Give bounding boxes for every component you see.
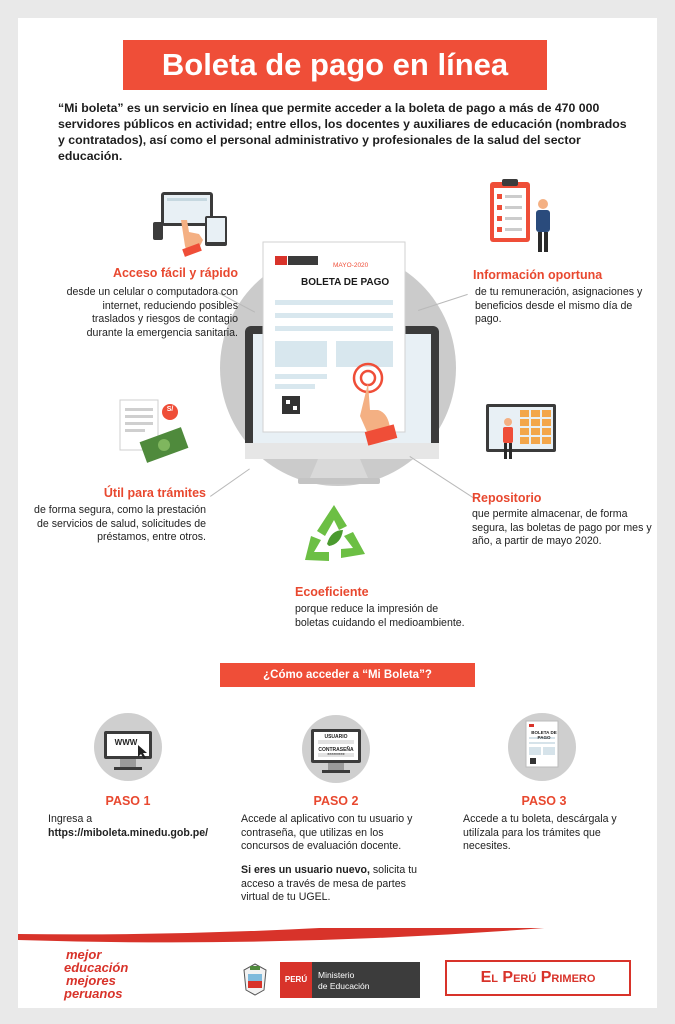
document-line (275, 384, 315, 389)
step2-label: PASO 2 (313, 794, 359, 808)
document-line (275, 374, 327, 379)
slogan-logo (66, 948, 146, 1000)
step2-new-user-text: solicita tu acceso a través de mesa de partes virtual de tu UGEL. (241, 864, 418, 903)
miboleta-link[interactable]: https://miboleta.minedu.gob.pe/ (48, 826, 209, 839)
slogan-word: mejor (66, 947, 102, 962)
document-logo (275, 256, 287, 265)
qr-code-icon (282, 396, 300, 414)
document-box (336, 341, 393, 367)
step2-text: Accede al aplicativo con tu usuario y contraseña, que utilizas en los concursos de evaluación docente. (241, 813, 413, 852)
page-title: Boleta de pago en línea (123, 40, 547, 90)
feature-title-repositorio: Repositorio (472, 491, 542, 505)
feature-text-acceso: desde un celular o computadora con internet, reduciendo posibles traslados y riesgos de contagio durante la emergencia sanitaria. (66, 286, 238, 339)
infographic-page (18, 18, 657, 1008)
ministry-line: de Educación (318, 981, 370, 991)
payslip-label: BOLETA DE PAGO (531, 730, 557, 740)
slogan-word: educación (64, 960, 129, 975)
how-to-access-banner: ¿Cómo acceder a “Mi Boleta”? (220, 663, 475, 687)
document-money-icon (118, 398, 192, 464)
password-label: CONTRASEÑA (318, 747, 354, 753)
ministry-line: Ministerio (318, 970, 355, 980)
clipboard-checklist-icon (488, 178, 558, 256)
username-label: USUARIO (324, 734, 348, 740)
monitor-base (298, 478, 380, 484)
feature-text-ecoeficiente: porque reduce la impresión de boletas cuidando el medioambiente. (295, 603, 465, 629)
payslip-document-icon (508, 713, 576, 781)
feature-text-repositorio: que permite almacenar, de forma segura, las boletas de pago por mes y año, a partir de mayo 2020. (472, 508, 652, 547)
recycle-icon (301, 502, 367, 564)
step2-new-user-bold: Si eres un usuario nuevo, (241, 864, 370, 876)
feature-title-informacion: Información oportuna (473, 268, 603, 282)
password-mask: ********* (327, 753, 345, 759)
monitor-stand (310, 459, 368, 478)
step1-text (48, 813, 223, 840)
peru-badge: PERÚ (280, 962, 312, 998)
browser-www-icon (94, 713, 162, 781)
step3-text: Accede a tu boleta, descárgala y utilízala para los trámites que necesites. (463, 813, 617, 852)
slogan-word: peruanos (64, 986, 123, 1001)
slogan-word: mejores (66, 973, 116, 988)
el-peru-primero-logo: El Perú Primero (445, 960, 631, 996)
document-line (275, 326, 393, 331)
step1-intro: Ingresa a (48, 813, 93, 825)
repository-board-icon (484, 402, 558, 464)
feature-title-util: Útil para trámites (103, 486, 206, 500)
intro-text: “Mi boleta” es un servicio en línea que permite acceder a la boleta de pago a más de 470 000 servidores públicos en actividad; entre ellos, los docentes y auxiliares de educación (nombrados y contratados), así como el personal administrativo y profesionales de la salud del sector educación. (58, 101, 627, 163)
devices-icon (153, 190, 233, 258)
ministry-badge (312, 962, 420, 998)
feature-title-ecoeficiente: Ecoeficiente (295, 585, 369, 599)
step1-label: PASO 1 (105, 794, 151, 808)
document-heading: BOLETA DE PAGO (301, 277, 390, 288)
step2-new-user (241, 864, 426, 905)
document-box (275, 341, 327, 367)
document-date: MAYO-2020 (333, 262, 369, 269)
step3-label: PASO 3 (521, 794, 567, 808)
feature-text-util: de forma segura, como la prestación de servicios de salud, solicitudes de préstamos, entre otros. (34, 504, 206, 543)
feature-title-acceso: Acceso fácil y rápido (112, 266, 238, 280)
document-logo-text (288, 256, 318, 265)
www-label: WWW (114, 738, 138, 747)
document-line (275, 300, 393, 305)
feature-text-informacion: de tu remuneración, asignaciones y beneficios desde el mismo día de pago. (475, 286, 643, 325)
document-line (275, 313, 393, 318)
money-symbol: S/ (166, 406, 174, 413)
coat-of-arms-icon (240, 962, 270, 996)
